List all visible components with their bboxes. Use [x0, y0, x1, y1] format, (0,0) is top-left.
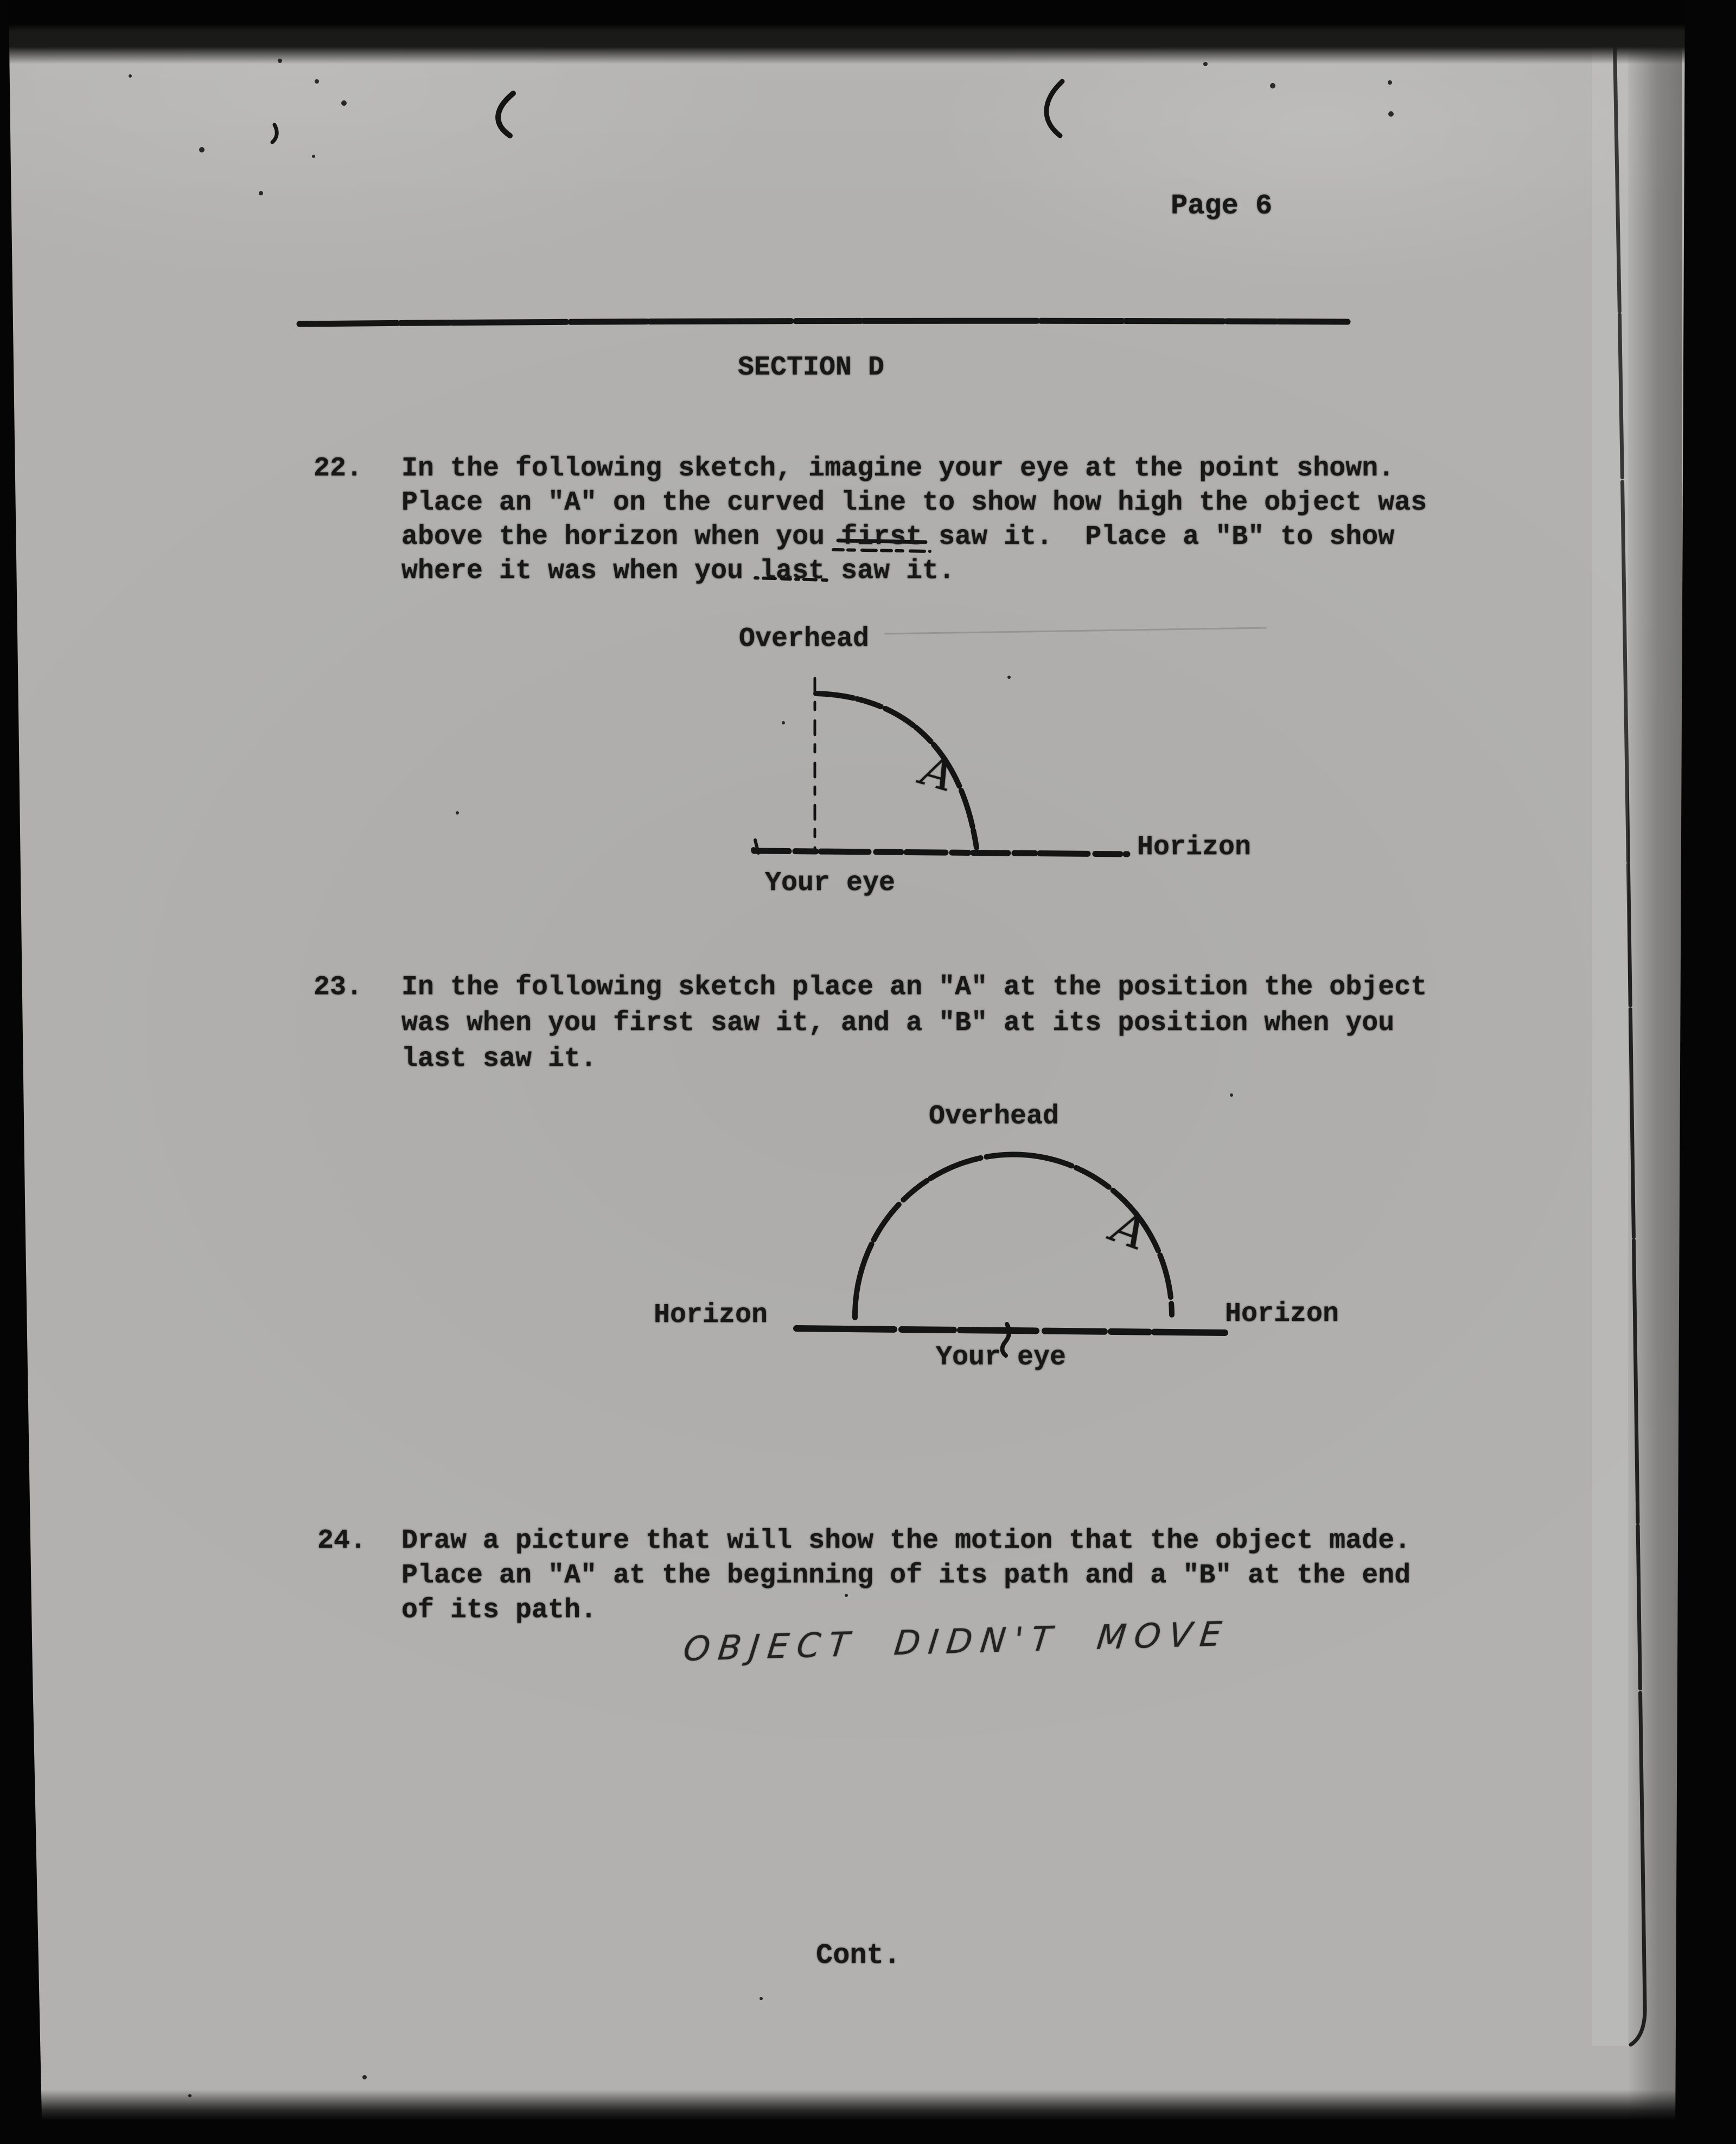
paper-edge-highlight	[1592, 22, 1628, 2046]
question-22-number: 22.	[314, 453, 363, 484]
ink-specks	[129, 35, 1394, 2097]
pen-paren-mark-right	[1046, 81, 1062, 136]
sketch2-your-eye-label: Your eye	[936, 1342, 1067, 1373]
question-24-line-3: of its path.	[401, 1595, 597, 1626]
sketch1-eye-point-dot	[751, 847, 756, 852]
sketch1-your-eye-label: Your eye	[765, 868, 896, 899]
page-number: Page 6	[1171, 190, 1273, 222]
question-22-line-1: In the following sketch, imagine your eye at the point shown.	[401, 453, 1395, 484]
sketch2-horizon-right-label: Horizon	[1225, 1299, 1339, 1329]
pen-apostrophe-mark	[272, 125, 277, 142]
scan-border-right	[1675, 0, 1736, 2144]
question-24-number: 24.	[317, 1525, 367, 1556]
question-23-line-1: In the following sketch place an "A" at the position the object	[401, 972, 1427, 1003]
sketch2-horizon-left-label: Horizon	[654, 1300, 768, 1331]
scan-border-top	[0, 0, 1736, 65]
scan-border-bottom	[0, 2090, 1736, 2144]
sketch1-horizon-line	[754, 851, 1127, 854]
sketch2-overhead-label: Overhead	[929, 1101, 1060, 1132]
question-24-line-2: Place an "A" at the beginning of its path and a "B" at the end	[401, 1560, 1411, 1591]
question-23-line-3: last saw it.	[401, 1044, 597, 1074]
question-22-line-2: Place an "A" on the curved line to show how high the object was	[401, 487, 1427, 518]
paper-edge-shadow-right	[1628, 0, 1682, 2144]
continuation-label: Cont.	[816, 1939, 901, 1971]
sketch1-overhead-label: Overhead	[739, 624, 870, 654]
question-22-line-3: above the horizon when you first saw it. Place a "B" to show	[401, 521, 1395, 552]
question-23-number: 23.	[314, 972, 363, 1003]
question-23-line-2: was when you first saw it, and a "B" at its position when you	[401, 1008, 1395, 1039]
sketch2-handwritten-a-mark: A	[1105, 1199, 1154, 1261]
pen-paren-mark-left	[498, 93, 513, 136]
section-title: SECTION D	[738, 352, 885, 383]
scan-scratch-line	[884, 628, 1267, 634]
question-22-line-4: where it was when you last saw it.	[401, 556, 955, 587]
sketch1-handwritten-a-mark: A	[916, 744, 960, 802]
question-24-line-1: Draw a picture that will show the motion that the object made.	[401, 1525, 1411, 1556]
sketch1-horizon-label: Horizon	[1137, 832, 1252, 863]
section-divider-line	[299, 321, 1348, 324]
handwritten-answer-q24: OBJECT DIDN'T MOVE	[681, 1613, 1232, 1669]
